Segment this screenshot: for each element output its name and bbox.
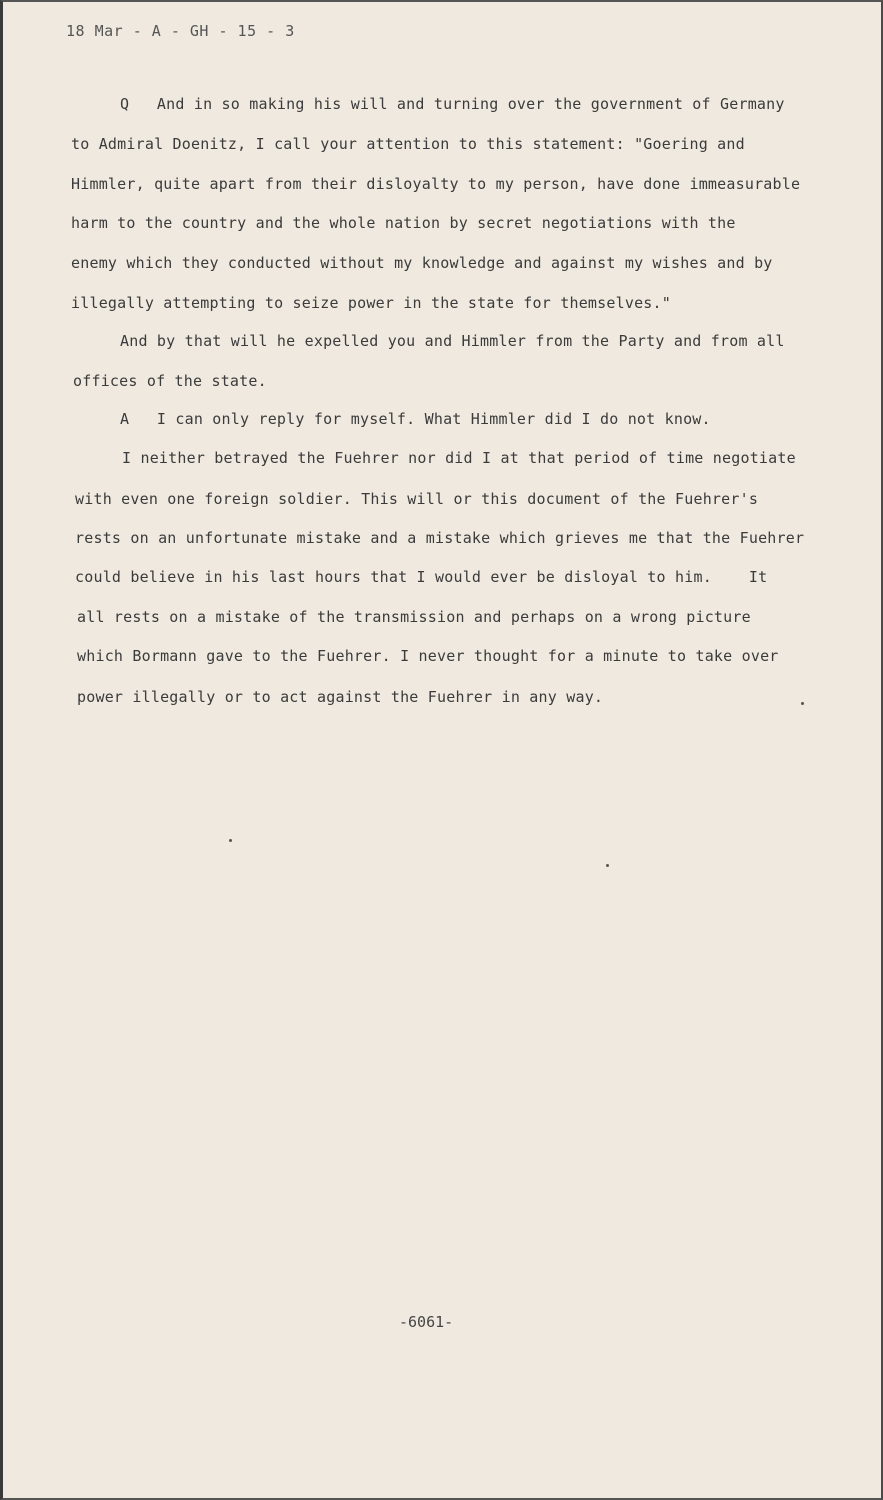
body-line: A I can only reply for myself. What Himmler did I do not know. <box>120 410 711 428</box>
document-reference-header: 18 Mar - A - GH - 15 - 3 <box>66 22 295 40</box>
body-line: And by that will he expelled you and Himmler from the Party and from all <box>120 332 785 350</box>
body-line: with even one foreign soldier. This will or this document of the Fuehrer's <box>75 490 759 508</box>
paper-speck <box>801 702 804 705</box>
body-line: could believe in his last hours that I would ever be disloyal to him. It <box>75 568 768 586</box>
paper-speck <box>229 839 232 842</box>
body-line: harm to the country and the whole nation by secret negotiations with the <box>71 214 736 232</box>
body-line: offices of the state. <box>73 372 267 390</box>
page-number: -6061- <box>399 1313 454 1331</box>
body-line: illegally attempting to seize power in the state for themselves." <box>71 294 671 312</box>
body-line: power illegally or to act against the Fuehrer in any way. <box>77 688 604 706</box>
paper-speck <box>606 864 609 867</box>
body-line: Q And in so making his will and turning over the government of Germany <box>120 95 785 113</box>
body-line: rests on an unfortunate mistake and a mistake which grieves me that the Fuehrer <box>75 529 805 547</box>
body-line: all rests on a mistake of the transmission and perhaps on a wrong picture <box>77 608 751 626</box>
body-line: enemy which they conducted without my knowledge and against my wishes and by <box>71 254 773 272</box>
body-line: which Bormann gave to the Fuehrer. I never thought for a minute to take over <box>77 647 779 665</box>
body-line: to Admiral Doenitz, I call your attention to this statement: "Goering and <box>71 135 745 153</box>
body-line: Himmler, quite apart from their disloyalty to my person, have done immeasurable <box>71 175 801 193</box>
body-line: I neither betrayed the Fuehrer nor did I at that period of time negotiate <box>122 449 796 467</box>
